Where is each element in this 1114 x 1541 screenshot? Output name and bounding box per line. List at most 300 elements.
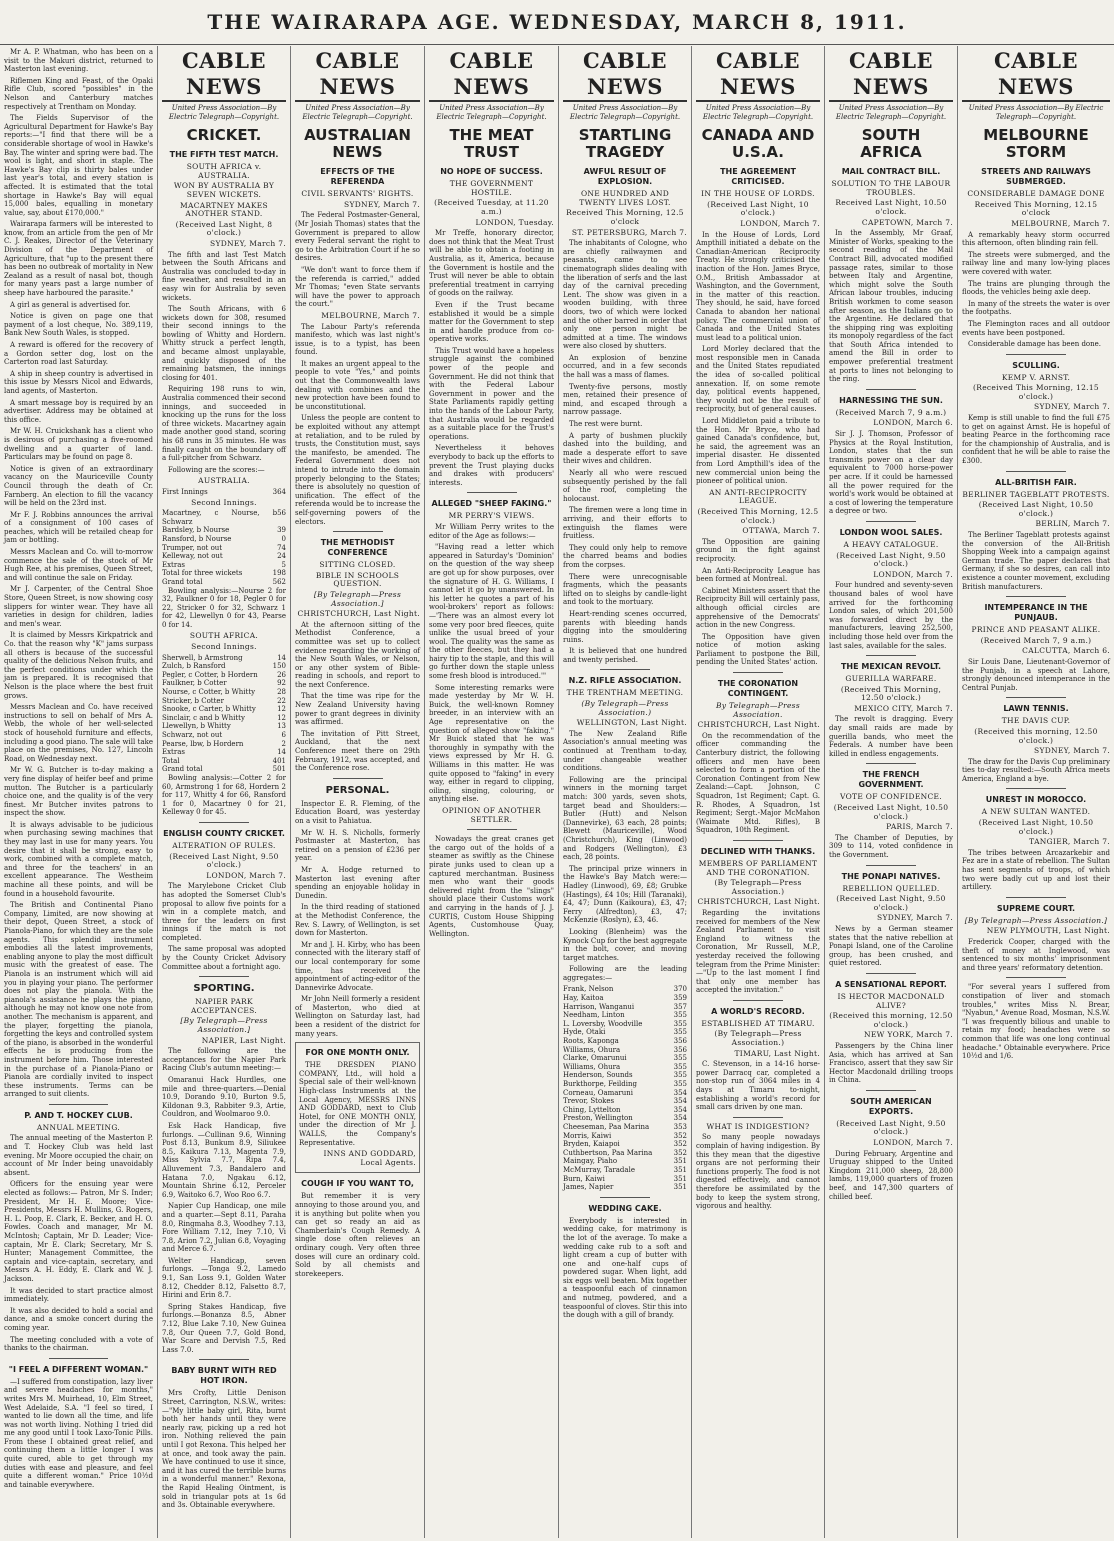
- article-para: Four hundred and seventy-seven thousand bales of wool have arrived for the forthcoming London sales, of which 201,500 was forwarded direct by the manufacturers, leaving 252,500, including those held over from the last sales, available for the sales.: [829, 581, 953, 650]
- article-para: So many people nowadays complain of having indigestion. By this they mean that the digestive organs are not performing their functions properly. The food is not digested effectively, and cannot therefore be assimilated by the body to keep the system strong, vigorous and healthy.: [696, 1133, 820, 1211]
- article-para: Notice is given of an extraordinary vacancy on the Mauriceville County Council through the death of Cr. Farnberg. An election to fill the vacancy will be held on the 23rd inst.: [4, 464, 153, 508]
- byline: [By Telegraph—Press Association.]: [180, 1016, 268, 1035]
- dateline: SYDNEY, March 7.: [1034, 402, 1110, 412]
- score-row-value: 12: [277, 705, 286, 714]
- divider: [333, 531, 383, 532]
- aggregate-row: [563, 1080, 687, 1089]
- headline: THE FRENCH GOVERNMENT.: [858, 770, 924, 790]
- article-para: Mr A. Hodge returned to Masterton last evening after spending an enjoyable holiday in Dunedin.: [295, 865, 420, 900]
- received-line: (Received Last Night, 10.50 o'clock.): [978, 500, 1094, 518]
- divider: [1006, 977, 1065, 978]
- subhead: MACARTNEY MAKES ANOTHER STAND.: [180, 200, 268, 219]
- ad-heading: BABY BURNT WITH RED HOT IRON.: [171, 1366, 277, 1386]
- dateline: LONDON, March 7.: [873, 569, 953, 579]
- aggregate-row: [563, 1046, 687, 1055]
- column-melbourne-storm: [958, 46, 1114, 1538]
- aggregate-row-label: Williams, Ohura: [563, 1062, 621, 1071]
- article-para: It is believed that one hundred and twenty perished.: [563, 647, 687, 664]
- article-para: Officers for the ensuing year were elected as follows:— Patron, Mr S. Inder; President, Mr H. E. Moore; Vice-Presidents, Messrs H. Mullins, G. Rogers, H. L. Poop, E. Clark, E. Becker, and H. O. Fowles. Coach and manager, Mr M. McIntosh; Captain, Mr D. Leader; Vice-captain, Mr E. Clark; Secretary, Mr S. Hunter; Management Committee, the captain and vice-captain, secretary, and Messrs A. H. Eddy, E. Clark and W. J. Jackson.: [4, 1180, 153, 1283]
- aggregate-row-label: Corneau, Oamaruni: [563, 1088, 634, 1097]
- section-paras: [4, 1134, 153, 1352]
- subhead: THE GOVERNMENT HOSTILE.: [449, 179, 534, 197]
- headline: ALLEGED "SHEEP FAKING.": [431, 499, 552, 509]
- divider: [600, 669, 650, 670]
- divider: [733, 840, 783, 841]
- article-para: The Berliner Tageblatt protests against the conversion of the All-British Shopping Week into a campaign against German trade. The paper declares that Germany, if she so desires, can call into existence a counter movement, excluding British manufacturers.: [962, 531, 1110, 591]
- aggregate-row: [563, 1132, 687, 1141]
- aggregate-row-label: Cheeseman, Paa Marina: [563, 1122, 650, 1131]
- received-line: (Received Last Night, 10 o'clock.): [707, 199, 809, 218]
- divider: [1006, 897, 1065, 898]
- article-paras: [162, 1047, 286, 1354]
- dateline: LONDON, March 7.: [873, 1138, 953, 1148]
- aggregate-row-value: 352: [673, 1131, 687, 1140]
- subhead: MAIL CONTRACT BILL.: [841, 167, 941, 177]
- aggregates-intro: Following are the leading aggregates:—: [563, 965, 687, 982]
- byline: United Press Association—By Electric Telegraph—Copyright.: [569, 104, 681, 121]
- article-para: A reward is offered for the recovery of a Gordon setter dog, lost on the Carterton road last Saturday.: [4, 341, 153, 367]
- innings-head: Second Innings.: [191, 497, 257, 507]
- article-para: Omaranui Hack Hurdles, one mile and three-quarters.—Denial 10.9, Dorando 9.10, Burton 9.5, Kildonan 9.3, Rabbiter 9.3, Artie, Couldron, and Woolmaroo 9.0.: [162, 1076, 286, 1119]
- article-para: The invitation of Pitt Street, Auckland, that the next Conference meet there on 29th February, 1912, was accepted, and the Conference rose.: [295, 729, 420, 773]
- divider: [733, 672, 783, 673]
- aggregate-row: [563, 1097, 687, 1106]
- aggregate-row-label: James, Napier: [563, 1183, 614, 1192]
- aggregate-row-value: 356: [673, 1045, 687, 1054]
- article-para: Mr W. G. Butcher is to-day making a very fine display of heifer beef and prime mutton. The Butcher is a particularly choice one, and the quality is of the very finest. Mr Butcher invites patrons to inspect the show.: [4, 766, 153, 818]
- article-paras: [295, 323, 420, 527]
- subhead: SOLUTION TO THE LABOUR TROUBLES.: [831, 179, 951, 197]
- aggregate-row-value: 355: [673, 1054, 687, 1063]
- headline: SOUTH AFRICA: [860, 126, 922, 162]
- aggregate-row-label: L. Loversby, Woodville: [563, 1019, 643, 1028]
- received-line: Received This Morning, 12.5 o'clock: [566, 208, 684, 226]
- score-row-label: Extras: [162, 748, 185, 757]
- subhead: OPINION OF ANOTHER SETTLER.: [442, 805, 541, 824]
- divider: [866, 389, 916, 390]
- aggregate-row-value: 355: [673, 1011, 687, 1020]
- score-row-label: Sinclair, c and b Whitty: [162, 713, 245, 722]
- score-row: [162, 578, 286, 587]
- byline: (By Telegraph—Press Association.): [714, 1029, 802, 1048]
- article-para: The meeting concluded with a vote of thanks to the chairman.: [4, 1335, 153, 1353]
- subhead: CONSIDERABLE DAMAGE DONE: [967, 189, 1105, 199]
- local-paras: [4, 48, 153, 1099]
- headline: SOUTH AMERICAN EXPORTS.: [850, 1096, 932, 1116]
- article-para: Frederick Cooper, charged with the theft of money at Inglewood, was sentenced to six months' imprisonment and three years' reformatory detention.: [962, 938, 1110, 972]
- byline: (By Telegraph—Press Association.): [581, 699, 669, 717]
- headline-cricket: CRICKET.: [186, 126, 262, 145]
- article-para: Esk Hack Handicap, five furlongs. —Cullinan 9.6, Winning Post 8.13, Bunkum 8.9, Siliukee 8.5, Kaikura 7.13, Magenta 7.9, Miss Sylvia 7.7, Ripa 7.4, Alluvement 7.3, Bandalero and Hatana 7.0, Ngakau 6.12, Mountain Shrine 6.12, Perceler 6.9, Waitoko 6.7, Woo Roo 6.7.: [162, 1121, 286, 1199]
- ad-text: "For several years I suffered from constipation of liver and stomach troubles," writes Miss N. Brear, "Nyabun," Avenue Road, Mosman, N.S.W. "I was frequently bilious and unable to retain my food; headaches were so common that life was one long continual headache." Obtainable everywhere. Price 10½d and 1/6.: [962, 983, 1110, 1061]
- aggregate-row-label: Maingay, Piaho: [563, 1157, 618, 1166]
- article-para: The rest were burnt.: [569, 420, 643, 429]
- article-para: Napier Cup Handicap, one mile and a quarter.—Sept 8.11, Paraha 8.0, Ringmaha 8.3, Woodhey 7.13, Fore William 7.12, Iney 7.10, Vi 7.8, Arion 7.2, Julian 6.8, Voyaging and Merce 6.7.: [162, 1202, 286, 1254]
- score-row-label: Grand total: [162, 765, 203, 774]
- score-row: [162, 705, 286, 714]
- aggregate-row-value: 351: [673, 1157, 687, 1166]
- score-row-value: 150: [272, 662, 286, 671]
- score-row-value: 26: [277, 670, 286, 679]
- article-para: An explosion of benzine occurred, and in a few seconds the hall was a mass of flames.: [563, 353, 687, 380]
- aggregate-row: [563, 1020, 687, 1029]
- subhead: BIBLE IN SCHOOLS QUESTION.: [315, 570, 400, 589]
- aggregate-row: [563, 1114, 687, 1123]
- article-paras: [295, 621, 420, 773]
- subhead: EFFECTS OF THE REFERENDA: [320, 167, 395, 187]
- dateline: SYDNEY, March 7.: [1034, 746, 1110, 756]
- article-para: News by a German steamer states that the native rebellion at Ponapi Island, one of the Caroline group, has been crushed, and quiet restored.: [829, 924, 953, 968]
- aggregate-row: [563, 1106, 687, 1115]
- column-south-africa: [825, 46, 958, 1538]
- divider: [733, 1117, 783, 1118]
- aggregate-row-value: 354: [673, 1114, 687, 1123]
- aggregate-row-label: Cuthbertson, Paa Marina: [563, 1148, 653, 1157]
- score-row-value: 0: [281, 534, 286, 543]
- headline: CANADA AND U.S.A.: [701, 126, 815, 162]
- piano-advert: [295, 1042, 420, 1173]
- dateline: TANGIER, March 7.: [1029, 837, 1110, 847]
- byline: United Press Association—By Electric Telegraph—Copyright.: [702, 104, 814, 121]
- score-row-value: 5: [281, 560, 286, 569]
- divider: [600, 1197, 650, 1198]
- subhead: THE AGREEMENT CRITICISED.: [720, 167, 796, 187]
- received-line: (Received This Morning, 12.5 o'clock.): [697, 506, 819, 525]
- subhead: BERLINER TAGEBLATT PROTESTS.: [962, 489, 1110, 499]
- headline: SUPREME COURT.: [996, 903, 1076, 913]
- article-paras: [429, 523, 554, 804]
- aggregate-row-value: 355: [673, 1080, 687, 1088]
- scores-intro: Following are the scores:—: [168, 465, 265, 474]
- received-line: Received This Morning, 12.15 o'clock: [974, 199, 1098, 218]
- aggregate-row-value: 352: [673, 1140, 687, 1149]
- headline: N.Z. RIFLE ASSOCIATION.: [568, 676, 682, 686]
- headline: DECLINED WITH THANKS.: [700, 846, 816, 856]
- score-row: [162, 654, 286, 663]
- aggregate-row-label: Ching, Lyttelton: [563, 1105, 621, 1114]
- headline: AUSTRALIAN NEWS: [304, 126, 411, 162]
- article-para: Unless the people are content to be exploited without any attempt at retaliation, and to be ruled by trusts, the Constitution must, says the manifesto, be amended. The Federal Government does not intend to intrude into the domain properly belonging to the States; there is absolutely no question of unification. The effect of the referenda would be to increase the self-governing powers of the electors.: [295, 414, 420, 526]
- score-row-value: 6: [281, 731, 286, 739]
- score-row: [162, 569, 286, 578]
- subhead: THE DAVIS CUP.: [1001, 716, 1071, 726]
- article-para: Mr Treffe, honorary director, does not think that the Meat Trust will be able to obtain a footing in Australia, as it, America, because the Government is hostile and the Trust will never be able to obtain preferential treatment in carrying of goods on the railway.: [429, 229, 554, 298]
- article-para: Messrs Maclean and Co. have received instructions to sell on behalf of Mrs A. Webb, the whole of her well-selected stock of household furniture and effects, including a good piano. The sale will take place on the premises, No. 127, Lincoln Road, on Wednesday next.: [4, 703, 153, 763]
- ad-text: Mrs Crofty, Little Denison Street, Carrington, N.S.W., writes:—"My little baby girl, Rita, burnt both her hands until they were nearly raw, picking up a red hot iron. Nothing relieved the pain until I got Rexona. This helped her at once, and took away the pain. We have continued to use it since, and it has cured the terrible burns in a wonderful manner." Rexona, the Rapid Healing Ointment, is sold in triangular pots at 1s 6d and 3s. Obtainable everywhere.: [162, 1389, 286, 1510]
- score-row-value: 501: [272, 765, 286, 774]
- article-para: In many of the streets the water is over the footpaths.: [962, 299, 1110, 317]
- aggregate-row-label: Preston, Wellington: [563, 1114, 633, 1123]
- divider: [733, 1000, 783, 1001]
- article-para: There were unrecognisable fragments, which the peasants lifted on to sleighs by candle-light and took to the mortuary.: [563, 572, 687, 607]
- aggregate-row-label: Harrison, Wanganui: [563, 1002, 635, 1011]
- article-para: It is claimed by Messrs Kirkpatrick and Co. that the reason why "K" jams surpass all others is because of the successful quality of the delicious Nelson fruits, and the perfect conditions under which the jam is prepared. It is recognised that Nelson is the place where the best fruit grows.: [4, 631, 153, 700]
- divider: [49, 1358, 109, 1359]
- article-para: Mr F. J. Robbins announces the arrival of a consignment of 100 cases of peaches, which will be retailed cheap for jam or bottling.: [4, 510, 153, 545]
- article-para: It was decided to start practice almost immediately.: [4, 1286, 153, 1304]
- aggregate-row: [563, 1183, 687, 1192]
- aggregate-row: [563, 1037, 687, 1046]
- aggregate-row-value: 359: [673, 994, 687, 1003]
- article-paras: [295, 211, 420, 309]
- cable-news-header: CABLE NEWS: [962, 48, 1110, 102]
- dateline: NEW YORK, March 7.: [864, 1030, 953, 1040]
- byline: United Press Association—By Electric Telegraph—Copyright.: [968, 104, 1104, 121]
- score-row: [162, 679, 286, 688]
- divider: [866, 973, 916, 974]
- aggregate-row: [563, 1149, 687, 1158]
- article-para: An Anti-Reciprocity League has been formed at Montreal.: [696, 566, 820, 584]
- dateline: MELBOURNE, March 7.: [321, 310, 420, 320]
- divider: [467, 829, 517, 830]
- masthead: [0, 0, 1114, 45]
- received-line: (Received this morning, 12.50 o'clock.): [974, 726, 1098, 745]
- subhead: WHAT IS INDIGESTION?: [706, 1121, 810, 1131]
- article-para: Nevertheless it behoves everybody to back up the efforts to prevent the Trust playing ducks and drakes with producers' interests.: [429, 444, 554, 487]
- ad-heading: "I FEEL A DIFFERENT WOMAN.": [8, 1364, 149, 1374]
- dateline: SYDNEY, March 7.: [210, 238, 286, 248]
- headline: A SENSATIONAL REPORT.: [835, 979, 947, 989]
- column-canada-usa: [692, 46, 825, 1538]
- ad-text: —I suffered from constipation, lazy liver and severe headaches for months," writes Mrs M. Muirhead, 10, Elm Street, West Adelaide, S.A. "I feel so tired, I wanted to lie down all the time, and life was not worth living. Nothing I tried did me any good until I took Laxo-Tonic Pills. From these I obtained great relief, and continuing them a little longer I was quite cured, able to get through my duties with ease and pleasure, and feel quite a different woman." Price 10½d and tainable everywhere.: [4, 1377, 153, 1489]
- received-line: (Received Last Night, 9.50 o'clock.): [836, 1118, 946, 1137]
- score-total: [162, 569, 286, 586]
- byline: United Press Association—By Electric Telegraph—Copyright.: [835, 104, 947, 121]
- article-para: Cabinet Ministers assert that the Reciprocity Bill will certainly pass, although official circles are apprehensive of the Democrats' action in the new Congress.: [696, 586, 820, 630]
- article-para: Nearly all who were rescued subsequently perished by the fall of the roof, completing the holocaust.: [563, 469, 687, 503]
- dateline: ST. PETERSBURG, March 7.: [571, 227, 687, 237]
- aggregate-row-value: 354: [673, 1105, 687, 1114]
- dateline: CALCUTTA, March 6.: [1022, 646, 1110, 656]
- headline: THE PONAPI NATIVES.: [841, 871, 941, 881]
- article-para: Mr William Perry writes to the editor of the Age as follows:—: [429, 522, 554, 540]
- score-row: [162, 688, 286, 697]
- article-para: The Federal Postmaster-General, (Mr Josiah Thomas) states that the Government is prepared to allow every Federal servant the right to go to the Arbitration Court if he so desires.: [295, 211, 420, 263]
- ad-heading: COUGH IF YOU WANT TO,: [301, 1179, 414, 1189]
- aggregate-row-value: 355: [673, 1019, 687, 1028]
- score-row-label: Ransford, b Nourse: [162, 534, 232, 543]
- article-para: Mr W. H. S. Nicholls, formerly Postmaster at Masterton, has retired on a pension of £236 per year.: [295, 828, 420, 863]
- article-para: The principal prize winners in the Hawke's Bay Match were:—Hadley (Linwood), 69, £8; Grubke (Hastings), £4 10s; Hill (Taranaki), £4, 47; Dunn (Kaikoura), £3, 47; Ferry (Alfredton), £3, 47; McKenzie (Roslyn), £3, 46.: [563, 864, 687, 925]
- divider: [1006, 471, 1065, 472]
- score-row-label: Faulkner, b Cotter: [162, 679, 227, 688]
- divider: [49, 1104, 109, 1105]
- divider: [199, 822, 249, 823]
- score-row-value: 22: [277, 696, 286, 705]
- dateline: MEXICO CITY, March 7.: [854, 703, 953, 713]
- score-row-label: Macartney, c Nourse, b Schwarz: [162, 509, 278, 526]
- byline: United Press Association—By Electric Telegraph—Copyright.: [302, 104, 413, 121]
- article-para: On the recommendation of the officer commanding the Canterbury district, the following officers and men have been selected to form a portion of the Coronation Contingent from New Zealand:—Capt. Johnson, C Squadron, 1st Regiment; Capt. G. R. Rhodes, A Squadron, 1st Regiment; Sergt.-Major McMahon (Waimate Mtd. Rifles), B Squadron, 10th Regiment.: [696, 731, 820, 835]
- section-subheading: ANNUAL MEETING.: [36, 1122, 121, 1132]
- article-paras: [162, 251, 286, 463]
- score-row-value: 2: [281, 739, 286, 748]
- article-para: A remarkably heavy storm occurred this afternoon, often blinding rain fell.: [962, 230, 1110, 248]
- score-row: [162, 552, 286, 561]
- aggregate-row: [563, 1063, 687, 1072]
- aggregate-row-label: Clarke, Omarunui: [563, 1054, 627, 1063]
- headline: MELBOURNE STORM: [983, 126, 1089, 162]
- article-para: The Opposition are gaining ground in the fight against reciprocity.: [696, 537, 820, 563]
- article-para: Welter Handicap, seven furlongs. —Tonga 9.2, Lamedo 9.1, San Loss 9.1, Golden Water 8.12, Chedder 8.12, Falsetto 8.7, Hirini and Erin 8.7.: [162, 1256, 286, 1300]
- score-row-label: Sherwell, b Armstrong: [162, 653, 243, 662]
- aggregate-row: [563, 1166, 687, 1175]
- aggregate-row-label: Morris, Kaiwi: [563, 1131, 612, 1140]
- aggregate-row: [563, 1123, 687, 1132]
- headline: WEDDING CAKE.: [588, 1203, 662, 1213]
- aggregate-row-value: 357: [673, 1002, 687, 1011]
- divider: [866, 521, 916, 522]
- article-para: Twenty-five persons, mostly men, retained their presence of mind, and escaped through a narrow passage.: [563, 382, 687, 417]
- article-para: Kemp is still unable to find the full £75 to get on against Arnst. He is hopeful of beating Pearce in the forthcoming race for the championship of Australia, and is confident that he will be able to raise the £300.: [962, 414, 1110, 466]
- aggregate-row: [563, 1003, 687, 1012]
- article-para: Mr W. H. Cruickshank has a client who is desirous of purchasing a five-roomed dwelling and a quarter of land. Particulars may be found on page 8.: [4, 427, 153, 462]
- dateline: NEW PLYMOUTH, Last Night.: [986, 926, 1110, 936]
- subhead: PRINCE AND PEASANT ALIKE.: [971, 625, 1101, 635]
- subhead: GUERILLA WARFARE.: [845, 674, 937, 684]
- article-paras: [162, 882, 286, 971]
- article-paras: [962, 231, 1110, 349]
- score-row-value: 401: [272, 756, 286, 765]
- subhead: SITTING CLOSED.: [319, 560, 396, 570]
- aggregate-row-label: Needham, Linton: [563, 1011, 625, 1020]
- article-paras: [563, 730, 687, 925]
- divider: [333, 778, 383, 779]
- article-para: The South Africans, with 6 wickets down for 308, resumed their second innings to the bowling of Whitty and Hordern. Whitty struck a perfect length, and became almost unplayable, and quickly disposed of the remaining batsmen, the innings closing for 401.: [162, 305, 286, 382]
- cable-news-header: CABLE NEWS: [295, 48, 420, 102]
- aggregate-row: [563, 1071, 687, 1080]
- article-para: It is always advisable to be judicious when purchasing sewing machines that they may last in use for many years. You desire that it shall be strong, easy to work, combined with a complete match, and three for the teachers' in an excellent appearance. The Westheim machine all these points, and will be found in a household favourite.: [4, 820, 153, 898]
- article-para: At the afternoon sitting of the Methodist Conference, a committee was set up to collect evidence regarding the working of the New South Wales, or Nelson, or any other system of Bible-reading in schools, and report to the next Conference.: [295, 620, 420, 689]
- subhead: IN THE HOUSE OF LORDS.: [701, 189, 815, 199]
- subhead: A NEW SULTAN WANTED.: [981, 807, 1091, 817]
- section-heading: P. AND T. HOCKEY CLUB.: [24, 1110, 133, 1120]
- dateline: LONDON, Tuesday.: [475, 217, 554, 227]
- article-para: It was also decided to hold a social and dance, and a smoke concert during the coming year.: [4, 1306, 153, 1332]
- dateline: SYDNEY, March 7.: [877, 913, 953, 923]
- article-para: They could only help to remove the charred beams and bodies from the corpses.: [563, 543, 687, 569]
- dateline: LONDON, March 6.: [873, 418, 953, 428]
- score-row-label: First Innings: [162, 487, 208, 496]
- received-line: (Received This Morning, 12.50 o'clock.): [840, 684, 942, 703]
- aggregate-row-label: Frank, Nelson: [563, 985, 614, 994]
- article-para: Notice is given on page one that payment of a lost cheque, No. 389,119, Bank New South Wales, is stopped.: [4, 312, 153, 338]
- article-para: The draw for the Davis Cup preliminary ties to-day resulted:—South Africa meets America, England a bye.: [962, 757, 1110, 783]
- aggregate-row: [563, 1089, 687, 1098]
- headline: LAWN TENNIS.: [1003, 704, 1069, 714]
- subhead: THE FIFTH TEST MATCH.: [169, 150, 279, 160]
- byline: United Press Association—By Electric Telegraph—Copyright.: [168, 104, 280, 121]
- article-para: This Trust would have a hopeless struggle against the combined power of the people and Government. He did not think that with the Federal Labour Government in power and the State Parliaments rapidly getting into the hands of the Labour Party, that Australia would be regarded as a suitable place for the Trust's operations.: [429, 346, 554, 441]
- aggregate-row: [563, 1028, 687, 1037]
- dateline: OTTAWA, March 7.: [742, 526, 820, 536]
- divider: [199, 1359, 249, 1360]
- column-startling-tragedy: [559, 46, 692, 1538]
- article-para: During February, Argentine and Uruguay shipped to the United Kingdom 211,000 sheep, 28,800 lambs, 119,000 quarters of frozen beef, and 147,300 quarters of chilled beef.: [829, 1149, 953, 1201]
- headline: STARTLING TRAGEDY: [578, 126, 672, 162]
- article-para: Messrs Maclean and Co. will to-morrow commence the sale of the stock of Mr Hugh Ree, at his premises, Queen Street, and will continue the sale on Friday.: [4, 548, 153, 582]
- score-row-label: Pearse, lbw, b Hordern: [162, 739, 244, 748]
- headline: LONDON WOOL SALES.: [839, 527, 943, 537]
- score-row: [162, 748, 286, 757]
- score-row-label: Total: [162, 756, 180, 765]
- score-row: [162, 526, 286, 535]
- score-row-value: 92: [277, 679, 286, 688]
- dateline: PARIS, March 7.: [886, 822, 953, 832]
- divider: [866, 655, 916, 656]
- article-para: Lord Middleton paid a tribute to the Hon. Mr Bryce, who had gained Canada's confidence, but, he said, the agreement was an imperial disaster. He dissented from Lord Ampthill's idea of the new commercial union being the pioneer of political union.: [696, 417, 820, 486]
- aggregate-row-value: 351: [673, 1165, 687, 1174]
- aggregate-row-label: Hyde, Otaki: [563, 1028, 606, 1037]
- article-para: Lord Morley declared that the most responsible men in Canada and the United States repudiated the idea of so-called political annexation. If, on some remote day, political events happened, they would not be the result of reciprocity, but of general causes.: [696, 345, 820, 414]
- article-para: The Opposition have given notice of motion asking Parliament to postpone the Bill, pending the United States' action.: [696, 632, 820, 667]
- score-total: [162, 757, 286, 774]
- aggregate-row-label: Hay, Kaitoa: [563, 994, 604, 1003]
- score-row: [162, 671, 286, 680]
- subhead: NAPIER PARK ACCEPTANCES.: [190, 997, 258, 1015]
- cable-news-header: CABLE NEWS: [563, 48, 687, 102]
- aggregate-row-value: 354: [673, 1097, 687, 1106]
- score-row-value: 13: [277, 722, 286, 731]
- aggregate-row-label: Burkthorpe, Feilding: [563, 1080, 637, 1088]
- dateline: BERLIN, March 7.: [1035, 519, 1110, 529]
- article-para: Regarding the invitations received for members of the New Zealand Parliament to visit England to witness the Coronation, Mr Russell, M.P., yesterday received the following telegram from the Prime Minister:—"Up to the last moment I find that only one member has accepted the invitation.": [696, 908, 820, 995]
- score-row: [162, 662, 286, 671]
- score-row: [162, 544, 286, 553]
- dateline: LONDON, March 7.: [206, 870, 286, 880]
- article-para: Sir J. J. Thomson, Professor of Physics at the Royal Institution, London, states that the sun transmits power on a clear day equivalent to 7000 horse-power per acre. If it could be harnessed all the power required for the world's work would be obtained at a cost of lowering the temperature a degree or two.: [829, 430, 953, 516]
- article-para: The annual meeting of the Masterton P. and T. Hockey Club was held last evening. Mr Moore occupied the chair, on account of Mr Inder being unavoidably absent.: [4, 1134, 153, 1177]
- score-row: [162, 731, 286, 740]
- subhead: CIVIL SERVANTS' RIGHTS.: [301, 189, 414, 199]
- dateline: MELBOURNE, March 7.: [1011, 218, 1110, 228]
- aggregate-row: [563, 1157, 687, 1166]
- subhead: REBELLION QUELLED.: [842, 883, 940, 893]
- ad-text: THE DRESDEN PIANO COMPANY, Ltd., will hold a Special sale of their well-known High-class Instruments at the Local Agency, MESSRS INNS AND GODDARD, next to Club Hotel, for ONE MONTH ONLY, under the direction of Mr J. WALLS, the Company's Representative.: [299, 1061, 416, 1147]
- article-para: The firemen were a long time in arriving, and their efforts to extinguish the flames were fruitless.: [563, 506, 687, 541]
- article-para: In the third reading of stationed at the Methodist Conference, the Rev. S. Lawry, of Wellington, is set down for Masterton.: [295, 903, 420, 938]
- byline: [By Telegraph—Press Association.]: [964, 915, 1108, 925]
- headline: PERSONAL.: [325, 784, 390, 796]
- article-para: The same proposal was adopted by the County Cricket Advisory Committee about a fortnight ago.: [162, 945, 286, 971]
- aggregate-row: [563, 985, 687, 994]
- score-row-value: 14: [277, 748, 286, 757]
- article-para: The streets were submerged, and the railway line and many low-lying places were covered with water.: [962, 250, 1110, 276]
- divider: [1006, 354, 1065, 355]
- headline: THE METHODIST CONFERENCE: [320, 538, 395, 558]
- received-line: (Received Last Night, 9.50 o'clock.): [836, 550, 946, 569]
- article-para: Sir Louis Dane, Lieutenant-Governor of the Punjab, in a speech at Lahore, strongly denounced intemperance in the Central Punjab.: [962, 657, 1110, 692]
- score-row-label: Kelleway, not out: [162, 552, 223, 561]
- score-row: [162, 509, 286, 526]
- article-para: Mr and J. H. Kirby, who has been connected with the literary staff of our local contemporary for some time, has received the appointment of acting-editor of the Dannevirke Advocate.: [295, 940, 420, 992]
- subhead: AWFUL RESULT OF EXPLOSION.: [583, 167, 667, 187]
- column-australian-news: [291, 46, 425, 1538]
- subhead: NO HOPE OF SUCCESS.: [440, 167, 543, 177]
- score-row: [162, 488, 286, 497]
- dateline: CHRISTCHURCH, Last Night.: [297, 609, 420, 619]
- team-name: SOUTH AFRICA.: [189, 631, 259, 641]
- aggregate-row-value: 351: [673, 1174, 687, 1183]
- score-row-label: Stricker, b Cotter: [162, 696, 224, 705]
- article-para: Considerable damage has been done.: [968, 340, 1102, 349]
- received-line: (Received Last Night, 10.50 o'clock.): [833, 803, 949, 821]
- aggregate-row-label: Henderson, Sounds: [563, 1071, 633, 1080]
- article-paras: [429, 229, 554, 487]
- subhead: WON BY AUSTRALIA BY SEVEN WICKETS.: [173, 181, 275, 199]
- score-list: [162, 654, 286, 757]
- subhead: AN ANTI-RECIPROCITY LEAGUE.: [709, 487, 807, 506]
